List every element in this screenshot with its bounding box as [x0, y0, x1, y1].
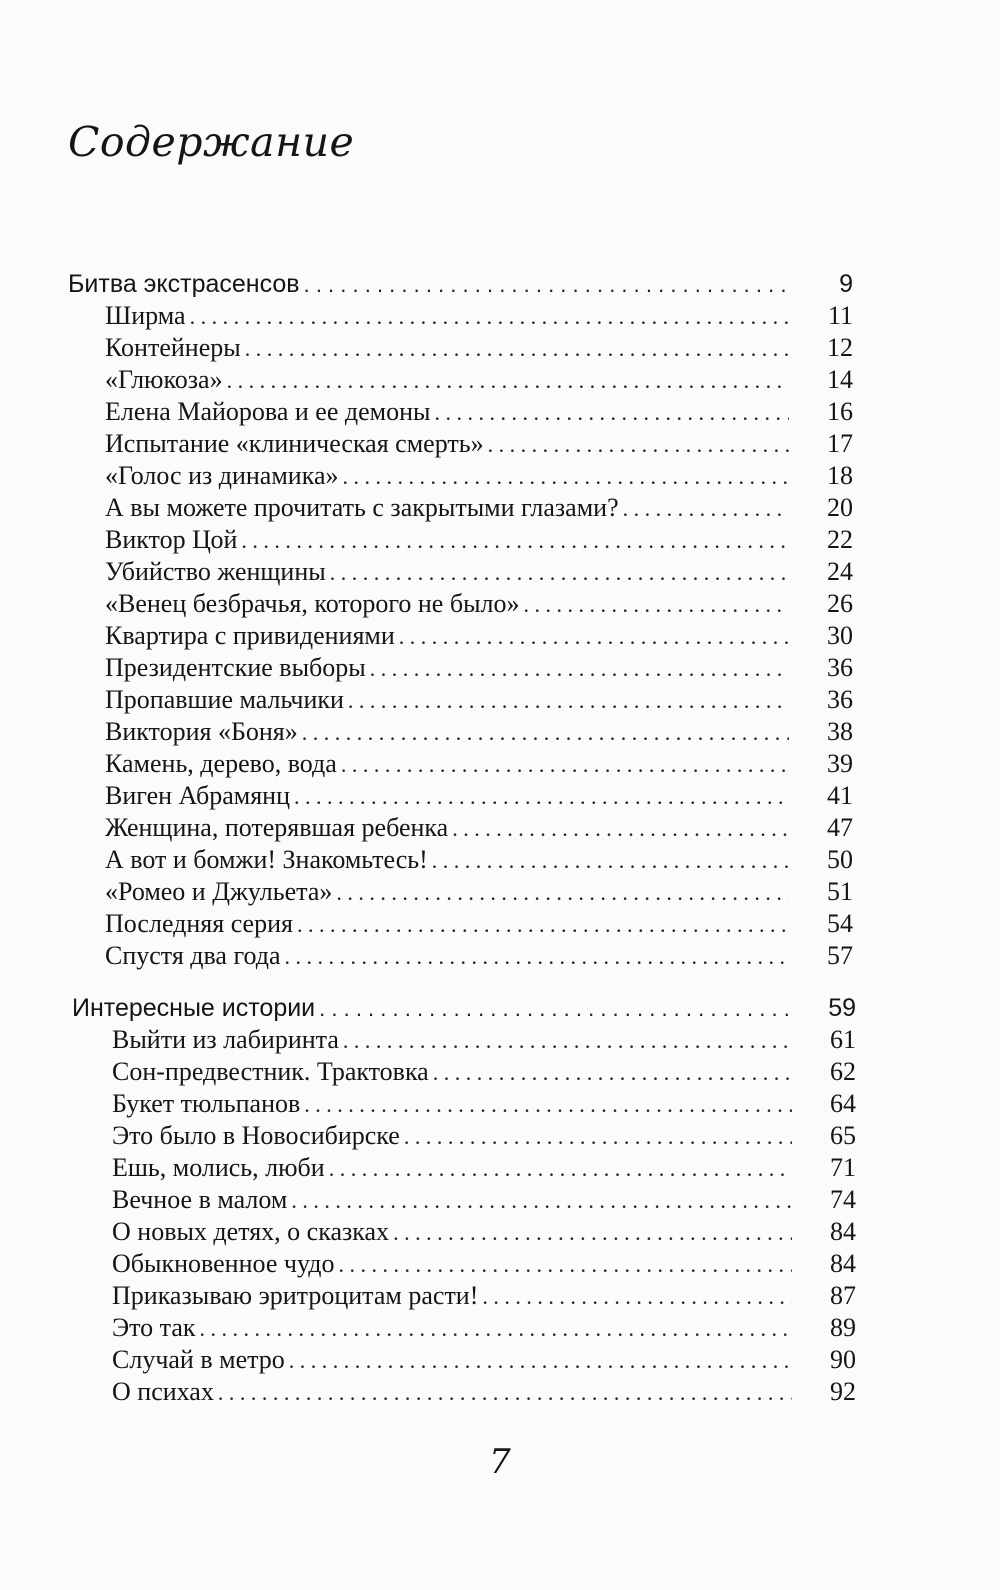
toc-entry-page: 74 — [792, 1184, 856, 1216]
dot-leader — [341, 749, 853, 781]
toc-entry-label: Спустя два года — [105, 941, 281, 970]
dot-leader — [330, 557, 853, 589]
toc-entry-page: 24 — [789, 556, 853, 588]
toc-entry[interactable] — [112, 1344, 856, 1376]
toc-entry-page: 36 — [789, 652, 853, 684]
toc-entry-page: 18 — [789, 460, 853, 492]
toc-entry-page: 57 — [789, 940, 853, 972]
toc-entry-page: 61 — [792, 1024, 856, 1056]
toc-entry-page: 14 — [789, 364, 853, 396]
toc-entry-page: 84 — [792, 1248, 856, 1280]
dot-leader — [404, 1121, 856, 1153]
toc-entry-label: Случай в метро — [112, 1345, 285, 1374]
toc-entry[interactable] — [105, 300, 853, 332]
toc-entry-label: Букет тюльпанов — [112, 1089, 301, 1118]
toc-entry-label: Интересные истории — [72, 994, 316, 1022]
toc-entry[interactable] — [105, 716, 853, 748]
dot-leader — [190, 301, 853, 333]
dot-leader — [336, 877, 853, 909]
toc-entry-label: Выйти из лабиринта — [112, 1025, 339, 1054]
toc-entry[interactable] — [105, 396, 853, 428]
toc-entry-label: Убийство женщины — [105, 557, 326, 586]
toc-entry[interactable] — [112, 1056, 856, 1088]
page-number: 7 — [489, 1442, 511, 1482]
toc-entry[interactable] — [112, 1152, 856, 1184]
toc-entry-page: 84 — [792, 1216, 856, 1248]
toc-entry[interactable] — [112, 1088, 856, 1120]
toc-entry[interactable] — [112, 1216, 856, 1248]
toc-entry-page: 36 — [789, 684, 853, 716]
toc-entry-label: О новых детях, о сказках — [112, 1217, 390, 1246]
toc-entry-page: 71 — [792, 1152, 856, 1184]
toc-entry-page: 64 — [792, 1088, 856, 1120]
dot-leader — [348, 685, 853, 717]
toc-entry-page: 17 — [789, 428, 853, 460]
toc-entry[interactable] — [105, 812, 853, 844]
toc-entry-page: 87 — [792, 1280, 856, 1312]
toc-entry-label: Обыкновенное чудо — [112, 1249, 335, 1278]
toc-entry-page: 26 — [789, 588, 853, 620]
dot-leader — [245, 333, 853, 365]
toc-entry-page: 59 — [792, 992, 856, 1024]
toc-entry-label: Это так — [112, 1313, 196, 1342]
toc-entry-label: Приказываю эритроцитам расти! — [112, 1281, 479, 1310]
toc-entry-label: «Глюкоза» — [105, 365, 223, 394]
toc-entry-label: «Венец безбрачья, которого не было» — [105, 589, 520, 618]
toc-entry-label: Ешь, молись, люби — [112, 1153, 325, 1182]
toc-entry[interactable] — [112, 1376, 856, 1408]
toc-entry-label: Виген Абрамянц — [105, 781, 290, 810]
toc-entry[interactable] — [105, 588, 853, 620]
toc-entry-page: 20 — [789, 492, 853, 524]
toc-entry-label: Президентские выборы — [105, 653, 366, 682]
toc-entry[interactable] — [105, 940, 853, 972]
toc-entry[interactable] — [112, 1120, 856, 1152]
toc-entry-label: «Ромео и Джульета» — [105, 877, 333, 906]
dot-leader — [289, 1345, 856, 1377]
toc-entry-page: 47 — [789, 812, 853, 844]
dot-leader — [370, 653, 853, 685]
dot-leader — [227, 365, 853, 397]
toc-entry[interactable] — [112, 1280, 856, 1312]
toc-entry-label: Женщина, потерявшая ребенка — [105, 813, 449, 842]
toc-entry-page: 9 — [789, 268, 853, 300]
dot-leader — [200, 1313, 856, 1345]
toc-entry-label: А вы можете прочитать с закрытыми глазами? — [105, 493, 619, 522]
toc-entry[interactable] — [105, 620, 853, 652]
dot-leader — [319, 993, 856, 1025]
toc-entry-label: Квартира с привидениями — [105, 621, 395, 650]
dot-leader — [393, 1217, 856, 1249]
toc-entry[interactable] — [105, 844, 853, 876]
dot-leader — [304, 269, 853, 301]
dot-leader — [399, 621, 853, 653]
toc-entry-page: 12 — [789, 332, 853, 364]
toc-entry-label: Последняя серия — [105, 909, 293, 938]
toc-entry-page: 65 — [792, 1120, 856, 1152]
toc-entry-page: 22 — [789, 524, 853, 556]
toc-entry-page: 92 — [792, 1376, 856, 1408]
toc-entry-label: Это было в Новосибирске — [112, 1121, 400, 1150]
toc-entry-page: 90 — [792, 1344, 856, 1376]
toc-entry[interactable] — [105, 748, 853, 780]
toc-entry[interactable] — [105, 556, 853, 588]
toc-entry[interactable] — [105, 492, 853, 524]
toc-entry-page: 16 — [789, 396, 853, 428]
toc-entry-label: Виктория «Боня» — [105, 717, 298, 746]
toc-entry[interactable] — [112, 1024, 856, 1056]
toc-entry-label: Виктор Цой — [105, 525, 238, 554]
page-title: Содержание — [68, 118, 355, 166]
toc-entry[interactable] — [105, 460, 853, 492]
toc-section-heading[interactable] — [68, 268, 853, 300]
toc-entry-page: 39 — [789, 748, 853, 780]
dot-leader — [343, 1025, 856, 1057]
dot-leader — [218, 1377, 856, 1409]
toc-entry-label: Елена Майорова и ее демоны — [105, 397, 431, 426]
toc-entry-label: Битва экстрасенсов — [68, 270, 300, 298]
dot-leader — [285, 941, 853, 973]
toc-entry-label: Сон-предвестник. Трактовка — [112, 1057, 429, 1086]
toc-entry-label: Испытание «клиническая смерть» — [105, 429, 484, 458]
toc-entry[interactable] — [105, 684, 853, 716]
dot-leader — [294, 781, 853, 813]
dot-leader — [304, 1089, 856, 1121]
toc-entry-page: 11 — [789, 300, 853, 332]
toc-entry-label: О психах — [112, 1377, 214, 1406]
toc-entry-page: 51 — [789, 876, 853, 908]
toc-entry-label: Контейнеры — [105, 333, 241, 362]
toc-entry-page: 50 — [789, 844, 853, 876]
toc-entry-label: «Голос из динамика» — [105, 461, 339, 490]
toc-entry[interactable] — [105, 876, 853, 908]
toc-entry-label: Ширма — [105, 301, 186, 330]
toc-entry-page: 89 — [792, 1312, 856, 1344]
toc-entry-page: 62 — [792, 1056, 856, 1088]
toc-section-heading[interactable] — [72, 992, 856, 1024]
toc-entry-page: 41 — [789, 780, 853, 812]
toc-entry[interactable] — [105, 780, 853, 812]
toc-entry[interactable] — [105, 364, 853, 396]
toc-entry[interactable] — [105, 524, 853, 556]
toc-entry[interactable] — [112, 1184, 856, 1216]
toc-entry-label: Пропавшие мальчики — [105, 685, 344, 714]
dot-leader — [241, 525, 853, 557]
toc-entry-page: 54 — [789, 908, 853, 940]
toc-entry[interactable] — [105, 908, 853, 940]
dot-leader — [339, 1249, 856, 1281]
toc-entry[interactable] — [105, 332, 853, 364]
toc-entry-page: 30 — [789, 620, 853, 652]
toc-entry-label: Камень, дерево, вода — [105, 749, 337, 778]
toc-entry[interactable] — [112, 1248, 856, 1280]
dot-leader — [329, 1153, 856, 1185]
toc-entry-label: А вот и бомжи! Знакомьтесь! — [105, 845, 428, 874]
toc-entry[interactable] — [105, 428, 853, 460]
dot-leader — [302, 717, 853, 749]
dot-leader — [343, 461, 854, 493]
dot-leader — [291, 1185, 856, 1217]
toc-entry-label: Вечное в малом — [112, 1185, 288, 1214]
toc-entry[interactable] — [112, 1312, 856, 1344]
toc-entry-page: 38 — [789, 716, 853, 748]
dot-leader — [297, 909, 853, 941]
toc-entry[interactable] — [105, 652, 853, 684]
